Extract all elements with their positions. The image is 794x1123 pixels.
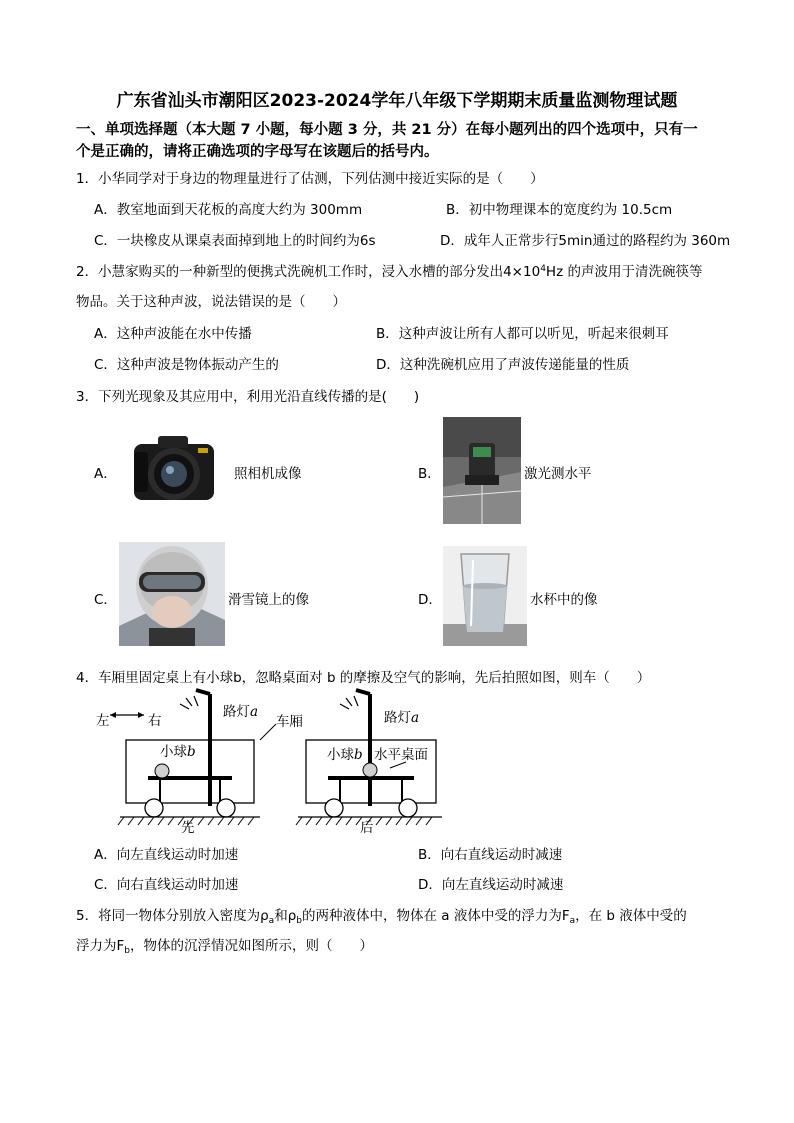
q3-option-a-letter: A． xyxy=(94,466,117,482)
fig-table-label: 水平桌面 xyxy=(374,747,428,763)
q1-option-c: C．一块橡皮从课桌表面掉到地上的时间约为6s xyxy=(94,233,376,249)
ski-goggles-icon xyxy=(119,542,225,646)
laser-level-photo xyxy=(443,417,521,524)
q3-option-b-text: 激光测水平 xyxy=(524,466,592,482)
q2-frequency-base: 4×10 xyxy=(503,264,541,280)
q4-option-a: A．向左直线运动时加速 xyxy=(94,847,239,863)
q3-option-c-text: 滑雪镜上的像 xyxy=(228,592,309,608)
q4-stem: 4．车厢里固定桌上有小球b，忽略桌面对 b 的摩擦及空气的影响，先后拍照如图，则车（ ） xyxy=(76,670,651,686)
q2-frequency-exponent: 4 xyxy=(540,264,546,274)
ball-b xyxy=(155,764,169,778)
page-title: 广东省汕头市潮阳区2023-2024学年八年级下学期期末质量监测物理试题 xyxy=(116,91,678,111)
water-glass-photo xyxy=(443,546,527,646)
q2-stem-line1 xyxy=(76,260,702,280)
q2-stem-line2: 物品。关于这种声波，说法错误的是（ ） xyxy=(76,294,346,310)
ball-b xyxy=(363,763,377,777)
fig-ball-label-2: 小球b xyxy=(327,747,363,763)
q2-option-d: D．这种洗碗机应用了声波传递能量的性质 xyxy=(376,357,630,373)
fig-lamp-label-2: 路灯a xyxy=(384,710,420,726)
fig-after-label: 后 xyxy=(360,820,374,836)
q4-option-c: C．向右直线运动时加速 xyxy=(94,877,239,893)
ski-goggles-photo xyxy=(119,542,225,646)
fig-dir-left: 左 xyxy=(96,713,110,729)
q2-stem-part2: Hz 的声波用于清洗碗筷等 xyxy=(545,264,703,280)
q5-stem-line2: 浮力为$F_b$，物体的沉浮情况如图所示，则（ ） xyxy=(76,938,373,956)
q1-option-b: B．初中物理课本的宽度约为 10.5cm xyxy=(446,202,673,218)
fig-before-label: 先 xyxy=(181,820,195,836)
q3-option-d-text: 水杯中的像 xyxy=(530,592,598,608)
q1-option-d: D．成年人正常步行5min通过的路程约为 360m xyxy=(440,233,731,249)
q4-option-b: B．向右直线运动时减速 xyxy=(418,847,563,863)
camera-icon xyxy=(128,430,220,510)
q2-option-a: A．这种声波能在水中传播 xyxy=(94,326,252,342)
q3-option-d-letter: D． xyxy=(418,592,442,608)
q4-option-d: D．向左直线运动时减速 xyxy=(418,877,564,893)
fig-lamp-label-1: 路灯a xyxy=(223,704,259,720)
q3-stem: 3．下列光现象及其应用中，利用光沿直线传播的是( ) xyxy=(76,389,420,405)
water-glass-icon xyxy=(443,546,527,646)
q1-stem: 1．小华同学对于身边的物理量进行了估测，下列估测中接近实际的是（ ） xyxy=(76,171,544,187)
fig-carriage-label: 车厢 xyxy=(276,714,303,730)
fig-dir-right: 右 xyxy=(148,713,162,729)
q3-option-b-letter: B． xyxy=(418,466,441,482)
q1-option-a: A．教室地面到天花板的高度大约为 300mm xyxy=(94,202,363,218)
laser-level-icon xyxy=(443,417,521,524)
q3-option-a-text: 照相机成像 xyxy=(234,466,302,482)
fig-ball-label-1: 小球b xyxy=(160,744,196,760)
q2-stem-part1: 2．小慧家购买的一种新型的便携式洗碗机工作时，浸入水槽的部分发出 xyxy=(76,264,504,280)
q5-stem-line1: 5．将同一物体分别放入密度为$\rho_a$和$\rho_b$的两种液体中，物体在 a 液体中受的浮力为$F_a$，在 b 液体中受的 xyxy=(76,908,687,926)
section-heading-line1: 一、单项选择题（本大题 7 小题，每小题 3 分，共 21 分）在每小题列出的四个选项中，只有一 xyxy=(76,122,698,138)
q2-option-b: B．这种声波让所有人都可以听见，听起来很刺耳 xyxy=(376,326,669,342)
q2-option-c: C．这种声波是物体振动产生的 xyxy=(94,357,279,373)
q3-option-c-letter: C． xyxy=(94,592,117,608)
camera-photo xyxy=(128,430,220,510)
section-heading-line2: 个是正确的，请将正确选项的字母写在该题后的括号内。 xyxy=(76,144,439,160)
